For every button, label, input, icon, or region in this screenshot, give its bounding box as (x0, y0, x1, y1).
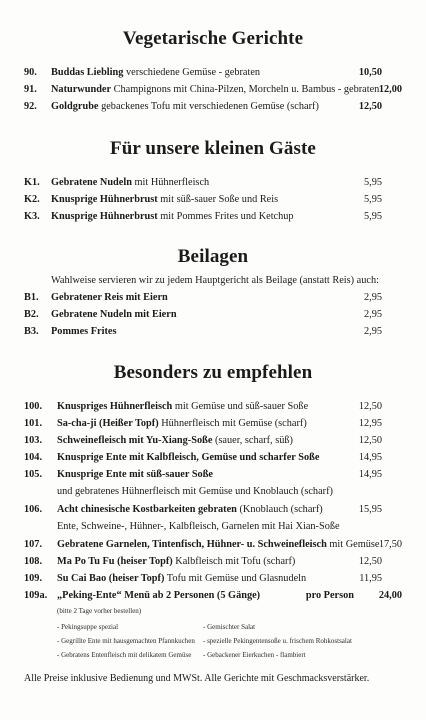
item-continuation: Ente, Schweine-, Hühner-, Kalbfleisch, Garnelen mit Hai Xian-Soße (57, 521, 340, 532)
item-description (57, 572, 306, 586)
item-description (57, 451, 319, 465)
peking-course: - Gemischter Salat (203, 623, 256, 631)
item-number: B3. (24, 326, 39, 337)
footer-note: Alle Preise inklusive Bedienung und MWSt. Alle Gerichte mit Geschmacksverstärker. (24, 673, 370, 684)
item-number: 92. (24, 101, 37, 112)
menu-item (0, 176, 426, 190)
menu-item (0, 325, 426, 339)
item-description (57, 400, 308, 414)
item-description (51, 291, 168, 305)
item-name: Pommes Frites (51, 326, 117, 337)
item-number: 105. (24, 469, 43, 480)
item-price: 12,50 (358, 401, 382, 412)
item-details: (Knoblauch (scharf) (236, 504, 323, 515)
item-name: Knusprige Ente mit Kalbfleisch, Gemüse und scharfer Soße (57, 452, 320, 463)
section-title-vegetarian: Vegetarische Gerichte (122, 28, 304, 49)
item-continuation: und gebratenes Hühnerfleisch mit Gemüse und Knoblauch (scharf) (57, 486, 333, 497)
peking-course: - Gebratens Entenfleisch mit delikatem Gemüse (57, 651, 192, 659)
item-price: 12,50 (358, 101, 382, 112)
item-price: 2,95 (363, 292, 382, 303)
item-number: 103. (24, 435, 43, 446)
item-name: Knuspriges Hühnerfleisch (57, 401, 173, 412)
item-name: Gebratene Nudeln (51, 177, 132, 188)
item-details: verschiedene Gemüse - gebraten (123, 67, 261, 78)
item-details: Champignons mit China-Pilzen, Morcheln u. Bambus - gebraten (111, 84, 380, 95)
item-price: 5,95 (363, 194, 382, 205)
item-details: mit Gemüse (326, 539, 380, 550)
sides-intro: Wahlweise servieren wir zu jedem Hauptgericht als Beilage (anstatt Reis) auch: (51, 275, 379, 286)
item-price: 2,95 (363, 309, 382, 320)
item-description (57, 417, 307, 431)
menu-item (0, 451, 426, 465)
item-number: 109a. (24, 590, 48, 601)
menu-item (0, 538, 426, 552)
item-number: B2. (24, 309, 39, 320)
item-name: Buddas Liebling (51, 67, 124, 78)
section-title-kids: Für unsere kleinen Gäste (110, 138, 316, 159)
item-description (51, 83, 379, 97)
menu-item (0, 417, 426, 431)
item-price: 12,95 (358, 418, 382, 429)
item-description (57, 589, 260, 603)
menu-item (0, 400, 426, 414)
item-name: Schweinefleisch mit Yu-Xiang-Soße (57, 435, 213, 446)
item-price: 10,50 (358, 67, 382, 78)
menu-item (0, 434, 426, 448)
item-name: Acht chinesische Kostbarkeiten gebraten (57, 504, 237, 515)
item-description (57, 503, 323, 517)
item-description (51, 308, 177, 322)
item-name: Knusprige Ente mit süß-sauer Soße (57, 469, 214, 480)
item-price: 14,95 (358, 469, 382, 480)
item-name: Knusprige Hühnerbrust (51, 194, 158, 205)
item-details: Hühnerfleisch mit Gemüse (scharf) (158, 418, 307, 429)
item-description (51, 100, 319, 114)
item-number: 104. (24, 452, 43, 463)
item-price: 12,50 (358, 435, 382, 446)
item-price: 15,95 (358, 504, 382, 515)
item-name: Ma Po Tu Fu (heiser Topf) (57, 556, 173, 567)
item-number: 100. (24, 401, 43, 412)
item-number: 106. (24, 504, 43, 515)
item-description (57, 434, 293, 448)
item-details: mit Pommes Frites und Ketchup (157, 211, 294, 222)
item-name: Gebratener Reis mit Eiern (51, 292, 168, 303)
menu-item (0, 468, 426, 482)
item-name: Gebratene Garnelen, Tintenfisch, Hühner- u. Schweinefleisch (57, 539, 327, 550)
item-details: Tofu mit Gemüse und Glasnudeln (164, 573, 307, 584)
item-description (51, 176, 209, 190)
item-price: 5,95 (363, 177, 382, 188)
item-description (57, 468, 213, 482)
item-name: Knusprige Hühnerbrust (51, 211, 158, 222)
peking-course: - spezielle Pekingentensoße u. frischem Rohkostsalat (203, 637, 352, 645)
item-number: 91. (24, 84, 37, 95)
item-price: 17,50 (378, 539, 402, 550)
item-number: 108. (24, 556, 43, 567)
peking-course: - Pekingsuppe spezial (57, 623, 119, 631)
item-details: mit Gemüse und süß-sauer Soße (172, 401, 309, 412)
item-name: Gebratene Nudeln mit Eiern (51, 309, 177, 320)
menu-item (0, 66, 426, 80)
item-price: 24,00 (378, 590, 402, 601)
item-number: 107. (24, 539, 43, 550)
menu-item (0, 100, 426, 114)
item-details: Menü ab 2 Personen (5 Gänge) (121, 590, 261, 601)
menu-item (0, 210, 426, 224)
menu-item (0, 193, 426, 207)
item-price: 12,00 (378, 84, 402, 95)
peking-course: - Gebackener Eierkuchen - flambiert (203, 651, 306, 659)
item-description (51, 193, 278, 207)
per-person-label: pro Person (305, 590, 354, 601)
item-details: gebackenes Tofu mit verschiedenen Gemüse (scharf) (98, 101, 319, 112)
item-price: 5,95 (363, 211, 382, 222)
menu-item (0, 503, 426, 517)
item-details: Kalbfleisch mit Tofu (scharf) (172, 556, 296, 567)
item-description (57, 555, 295, 569)
item-details: mit süß-sauer Soße und Reis (157, 194, 279, 205)
item-number: K3. (24, 211, 40, 222)
item-number: 101. (24, 418, 43, 429)
menu-item (0, 589, 426, 603)
menu-item (0, 291, 426, 305)
item-name: Sa-cha-ji (Heißer Topf) (57, 418, 159, 429)
item-price: 11,95 (359, 573, 382, 584)
menu-item (0, 83, 426, 97)
item-name: „Peking-Ente“ (57, 590, 122, 601)
menu-item (0, 555, 426, 569)
section-title-recommend: Besonders zu empfehlen (113, 362, 313, 383)
item-number: K1. (24, 177, 40, 188)
menu-item (0, 308, 426, 322)
item-description (51, 66, 260, 80)
item-price: 2,95 (363, 326, 382, 337)
item-description (51, 210, 294, 224)
peking-order-note: (bitte 2 Tage vorher bestellen) (57, 607, 142, 615)
item-details: mit Hühnerfleisch (131, 177, 210, 188)
item-number: B1. (24, 292, 39, 303)
item-name: Goldgrube (51, 101, 99, 112)
item-description (51, 325, 116, 339)
item-name: Naturwunder (51, 84, 112, 95)
peking-course: - Gegrillte Ente mit hausgemachten Pfannkuchen (57, 637, 195, 645)
item-number: K2. (24, 194, 40, 205)
item-number: 109. (24, 573, 43, 584)
item-description (57, 538, 379, 552)
menu-item (0, 572, 426, 586)
item-name: Su Cai Bao (heiser Topf) (57, 573, 165, 584)
item-price: 12,50 (358, 556, 382, 567)
item-number: 90. (24, 67, 37, 78)
item-details: (sauer, scharf, süß) (212, 435, 293, 446)
item-price: 14,95 (358, 452, 382, 463)
section-title-sides: Beilagen (177, 246, 249, 267)
